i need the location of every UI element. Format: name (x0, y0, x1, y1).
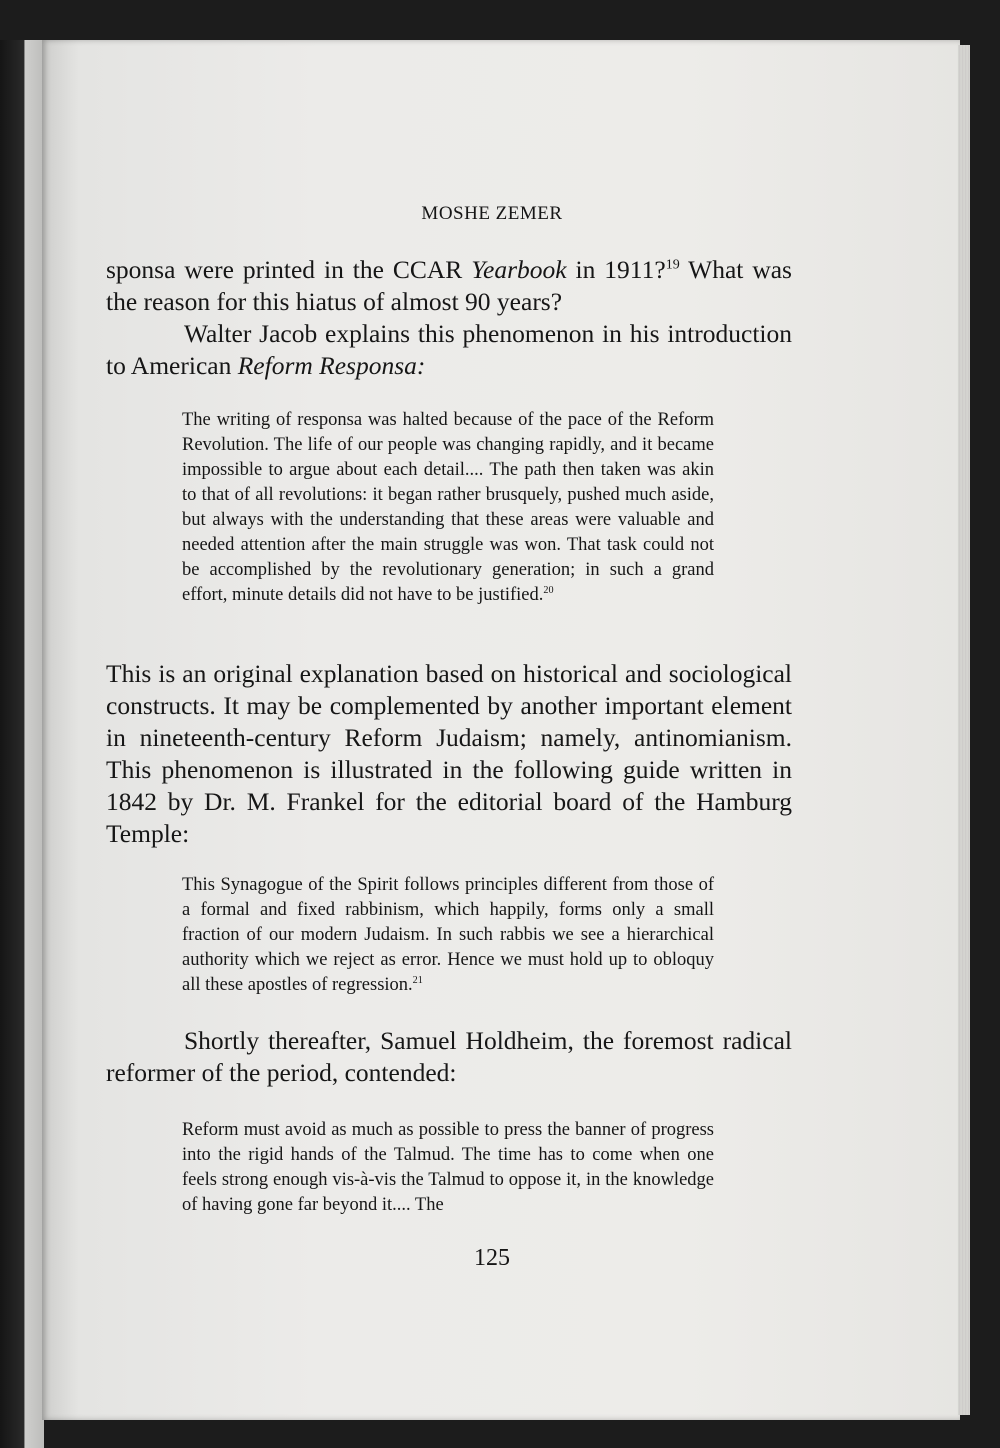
block-quote-1: The writing of responsa was halted because of the pace of the Reform Revolution. The life of our people was changing rapidly, and it became impossible to argue about each detail.... The path then taken was akin to that of all revolutions: it began rather brusquely, pushed much aside, but always with the understanding that these areas were valuable and needed attention after the main struggle was won. That task could not be accomplished by the revolutionary generation; in such a grand effort, minute details did not have to be justified.$^{20}$ (182, 410, 714, 605)
paragraph-1: sponsa were printed in the CCAR Yearbook in 1911?$^{19}$ What was the reason for this hiatus of almost 90 years? (106, 255, 792, 316)
page-stack-edge (958, 45, 970, 1415)
paragraph-2: Walter Jacob explains this phenomenon in his introduction to American Reform Responsa: (106, 319, 792, 380)
running-head: MOSHE ZEMER (421, 203, 563, 224)
footnote-ref: 21 (412, 974, 423, 986)
paragraph-3: This is an original explanation based on historical and sociological constructs. It may be complemented by another important element in nineteenth-century Reform Judaism; namely, antinomianism. This phenomenon is illustrated in the following guide written in 1842 by Dr. M. Frankel for the editorial board of the Hamburg Temple: (106, 659, 792, 848)
binding-shadow (0, 40, 44, 1448)
footnote-ref: 20 (543, 584, 554, 596)
italic-title: Reform Responsa: (237, 351, 426, 380)
block-quote-3: Reform must avoid as much as possible to press the banner of progress into the rigid hands of the Talmud. The time has to come when one feels strong enough vis-à-vis the Talmud to oppose it, in the knowledge of having gone far beyond it.... The (182, 1120, 714, 1215)
footnote-ref: 19 (665, 257, 680, 273)
italic-title: Yearbook (471, 255, 567, 284)
block-quote-2: This Synagogue of the Spirit follows principles different from those of a formal and fixed rabbinism, which happily, forms only a small fraction of our modern Judaism. In such rabbis we see a hierarchical authority which we reject as error. Hence we must hold up to obloquy all these apostles of regression.$^{21}$ (182, 875, 714, 995)
page-number: 125 (474, 1245, 510, 1271)
paragraph-4: Shortly thereafter, Samuel Holdheim, the foremost radical reformer of the period, contended: (106, 1026, 792, 1087)
